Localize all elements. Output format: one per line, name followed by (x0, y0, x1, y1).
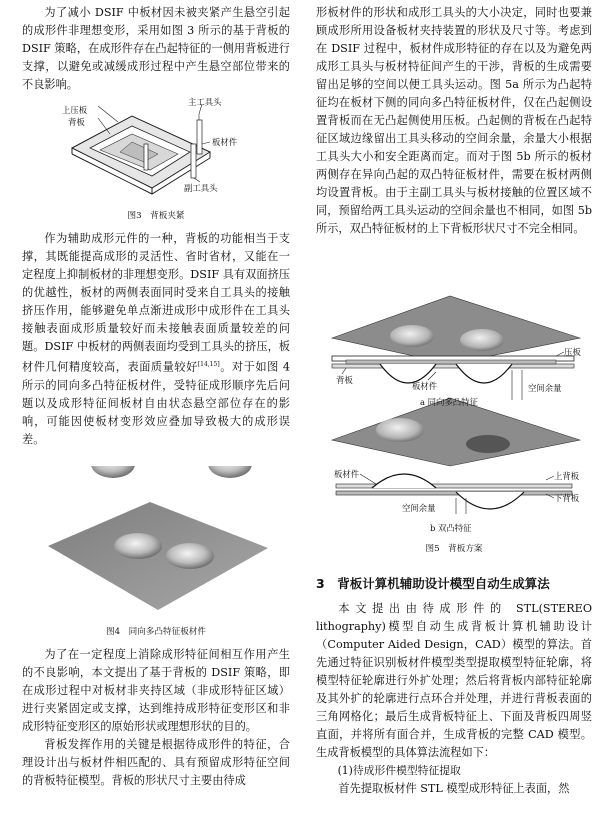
label-space-margin: 空间余量 (528, 383, 562, 393)
figure-4 (40, 458, 272, 616)
label-backplate: 背板 (68, 117, 85, 127)
fig5a-caption: a 同向多凸特征 (420, 397, 478, 407)
paragraph-text: 本文提出由待成形件的 STL(STEREO lithography)模型自动生成背板计算机辅助设计（Computer Aided Design，CAD）模型的算法。首先通过特征识别板材件模型类型提取模型特征轮廓，将模型特征轮廓进行外扩处理；然后将背板内部特征轮廓及其外扩的轮廓进行点环合并处理，并进行背板表面的三角网格化；最后生成背板特征上、下面及背板四周竖直面，并将所有面合并，生成背板的完整 CAD 模型。生成背板模型的具体算法流程如下： (316, 602, 592, 759)
label-upper-backplate: 上背板 (554, 471, 580, 481)
right-paragraph-1 (316, 4, 592, 238)
fig5b-caption: b 双凸特征 (430, 523, 472, 533)
figure-5 (316, 290, 592, 552)
section-heading: 3 背板计算机辅助设计模型自动生成算法 (316, 576, 550, 591)
label-press-plate: 压板 (564, 347, 581, 357)
label-main-tool: 主工具头 (188, 97, 222, 107)
left-paragraph-2 (22, 230, 290, 449)
label-upper-plate: 上压板 (62, 105, 88, 115)
left-paragraph-1 (22, 4, 290, 94)
figure-3 (60, 96, 270, 204)
label-sheet: 板材件 (212, 137, 238, 147)
label-aux-tool: 副工具头 (184, 183, 218, 193)
multi-bump-sheet-image (40, 458, 272, 616)
subsection-heading: (1)待成形件模型特征提取 (337, 764, 461, 777)
label-space-margin: 空间余量 (402, 503, 436, 513)
paragraph-text: 形板材件的形状和成形工具头的大小决定，同时也要兼顾成形所用设备板材夹持装置的形状及尺寸等。考虑到在 DSIF 过程中，板材件成形特征的存在以及为避免两成形工具头与板材特征间产生的干涉，背板的生成需要留出足够的空间以便工具头运动。图 5a 所示为凸起特征均在板材下侧的同向多凸特征板材件，仅在凸起侧设置背板而在无凸起侧使用压板。凸起侧的背板在凸起特征区域边缘留出工具头移动的空间余量，余量大小根据工具头大小和安全距离而定。而对于图 5b 所示的板材两侧存在异向凸起的双凸特征板材件，需要在板材两侧均设置背板。由于主副工具头与板材接触的位置区域不同，预留给两工具头运动的空间余量也不相同，如图 5b 所示，双凸特征板材的上下背板形状尺寸不完全相同。 (316, 6, 592, 235)
figure-3-caption: 图3 背板夹紧 (127, 211, 185, 221)
citation: [14,15] (197, 361, 220, 368)
paragraph-text: 作为辅助成形元件的一种，背板的功能相当于支撑，其既能提高成形的灵活性、省时省材，又能在一定程度上抑制板材的非理想变形。DSIF 具有双面挤压的优越性，板材的两侧表面同时受来自工具头的接触挤压作用，能够避免单点渐进成形中成形件在工具头接触表面成形质量较好而未接触表面质量较差的问题。DSIF 中板材的两侧表面均受到工具头的挤压，板材件几何精度较高，表面质量较好 (22, 232, 290, 374)
backplate-scheme-diagram (316, 290, 592, 552)
paragraph-text: 背板发挥作用的关键是根据待成形件的特征，合理设计出与板材件相匹配的、具有预留成形特征空间的背板特征模型。背板的形状尺寸主要由待成 (22, 738, 290, 787)
figure-4-caption: 图4 同向多凸特征板材件 (106, 627, 206, 637)
paragraph-text: 为了减小 DSIF 中板材因未被夹紧产生悬空引起的成形件非理想变形，采用如图 3 所示的基于背板的 DSIF 策略，在成形件存在凸起特征的一侧用背板进行支撑，以避免或减缓成形过程中产生悬空部位带来的不良影响。 (22, 6, 290, 91)
label-backplate: 背板 (336, 375, 353, 385)
figure-5-caption: 图5 背板方案 (425, 544, 483, 554)
paragraph-text: 首先提取板材件 STL 模型成形特征上表面，然 (338, 782, 570, 795)
label-lower-backplate: 下背板 (554, 493, 580, 503)
right-paragraph-2 (316, 600, 592, 798)
label-sheet: 板材件 (412, 381, 438, 391)
left-paragraph-3 (22, 646, 290, 790)
backplate-clamp-diagram (60, 96, 270, 196)
label-sheet: 板材件 (334, 469, 360, 479)
paragraph-text: 为了在一定程度上消除成形特征间相互作用产生的不良影响，本文提出了基于背板的 DSIF 策略，即在成形过程中对板材非夹持区域（非成形特征区域）进行夹紧固定或支撑，达到维持成形特征变形区和非成形特征变形区的原始形状或理想形状的目的。 (22, 648, 290, 733)
paragraph-text: 。对于如图 4 所示的同向多凸特征板材件，受特征成形顺序先后问题以及成形特征间板材自由状态悬空部位存在的影响，可能因使板材变形效应叠加导致极大的成形误差。 (22, 360, 290, 446)
